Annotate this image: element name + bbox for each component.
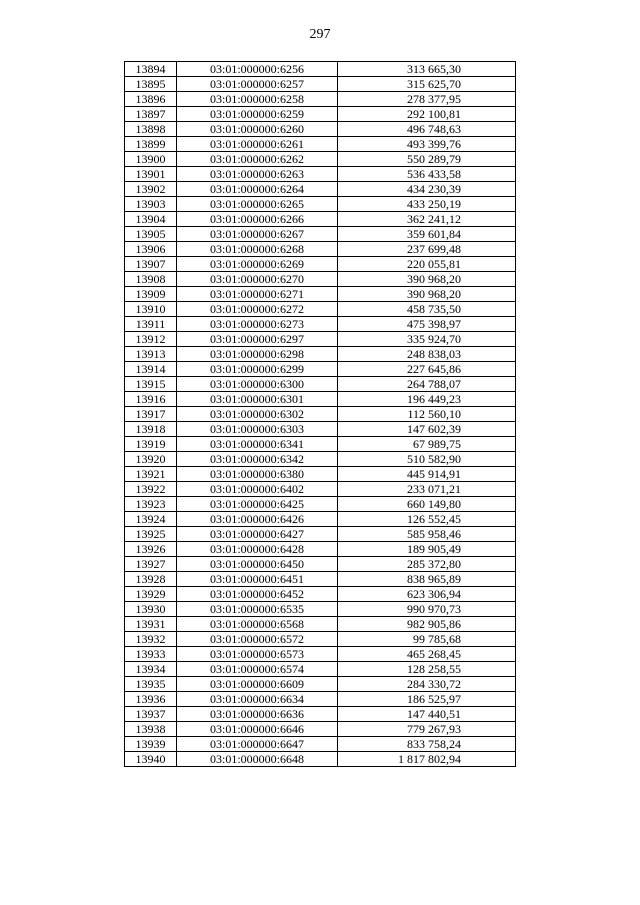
table-row [125,407,516,422]
row-number-cell: 13940 [125,752,177,767]
row-number-cell: 13914 [125,362,177,377]
cadastral-value-cell: 390 968,20 [338,287,516,302]
cadastral-value-cell: 496 748,63 [338,122,516,137]
cadastral-value-cell: 1 817 802,94 [338,752,516,767]
row-number-cell: 13922 [125,482,177,497]
table-row [125,317,516,332]
cadastral-value-cell: 248 838,03 [338,347,516,362]
cadastral-number-cell: 03:01:000000:6298 [177,347,338,362]
cadastral-value-cell: 112 560,10 [338,407,516,422]
table-row [125,212,516,227]
row-number-cell: 13933 [125,647,177,662]
table-body [125,62,516,767]
row-number-cell: 13926 [125,542,177,557]
table-row [125,242,516,257]
cadastral-number-cell: 03:01:000000:6266 [177,212,338,227]
cadastral-number-cell: 03:01:000000:6648 [177,752,338,767]
page-number: 297 [309,27,331,42]
table-row [125,677,516,692]
cadastral-number-cell: 03:01:000000:6568 [177,617,338,632]
cadastral-number-cell: 03:01:000000:6262 [177,152,338,167]
row-number-cell: 13929 [125,587,177,602]
cadastral-value-cell: 67 989,75 [338,437,516,452]
cadastral-number-cell: 03:01:000000:6452 [177,587,338,602]
cadastral-value-cell: 126 552,45 [338,512,516,527]
cadastral-value-cell: 315 625,70 [338,77,516,92]
table-row [125,467,516,482]
cadastral-value-cell: 833 758,24 [338,737,516,752]
table-row [125,197,516,212]
cadastral-number-cell: 03:01:000000:6402 [177,482,338,497]
row-number-cell: 13919 [125,437,177,452]
table-row [125,512,516,527]
table-row [125,422,516,437]
table-row [125,257,516,272]
row-number-cell: 13928 [125,572,177,587]
table-row [125,722,516,737]
row-number-cell: 13904 [125,212,177,227]
cadastral-number-cell: 03:01:000000:6257 [177,77,338,92]
table-row [125,287,516,302]
cadastral-value-cell: 585 958,46 [338,527,516,542]
table-row [125,707,516,722]
cadastral-number-cell: 03:01:000000:6574 [177,662,338,677]
table-row [125,542,516,557]
table-row [125,572,516,587]
cadastral-number-cell: 03:01:000000:6273 [177,317,338,332]
cadastral-value-cell: 458 735,50 [338,302,516,317]
cadastral-number-cell: 03:01:000000:6573 [177,647,338,662]
row-number-cell: 13912 [125,332,177,347]
row-number-cell: 13916 [125,392,177,407]
row-number-cell: 13900 [125,152,177,167]
table-row [125,482,516,497]
table-row [125,617,516,632]
cadastral-value-cell: 335 924,70 [338,332,516,347]
table-row [125,77,516,92]
table-row [125,92,516,107]
row-number-cell: 13902 [125,182,177,197]
row-number-cell: 13920 [125,452,177,467]
row-number-cell: 13894 [125,62,177,77]
cadastral-value-cell: 220 055,81 [338,257,516,272]
table-row [125,122,516,137]
cadastral-number-cell: 03:01:000000:6634 [177,692,338,707]
cadastral-value-cell: 233 071,21 [338,482,516,497]
row-number-cell: 13934 [125,662,177,677]
cadastral-number-cell: 03:01:000000:6261 [177,137,338,152]
row-number-cell: 13898 [125,122,177,137]
table-row [125,527,516,542]
cadastral-value-table [124,61,516,767]
cadastral-number-cell: 03:01:000000:6259 [177,107,338,122]
table-row [125,302,516,317]
row-number-cell: 13901 [125,167,177,182]
row-number-cell: 13917 [125,407,177,422]
cadastral-number-cell: 03:01:000000:6341 [177,437,338,452]
table-row [125,752,516,767]
table-row [125,182,516,197]
cadastral-number-cell: 03:01:000000:6426 [177,512,338,527]
cadastral-number-cell: 03:01:000000:6271 [177,287,338,302]
cadastral-value-cell: 147 602,39 [338,422,516,437]
cadastral-value-cell: 390 968,20 [338,272,516,287]
row-number-cell: 13918 [125,422,177,437]
cadastral-number-cell: 03:01:000000:6303 [177,422,338,437]
cadastral-value-cell: 493 399,76 [338,137,516,152]
row-number-cell: 13911 [125,317,177,332]
cadastral-number-cell: 03:01:000000:6646 [177,722,338,737]
table-row [125,137,516,152]
table-row [125,437,516,452]
cadastral-number-cell: 03:01:000000:6263 [177,167,338,182]
row-number-cell: 13939 [125,737,177,752]
row-number-cell: 13896 [125,92,177,107]
row-number-cell: 13936 [125,692,177,707]
row-number-cell: 13932 [125,632,177,647]
table-row [125,227,516,242]
cadastral-number-cell: 03:01:000000:6297 [177,332,338,347]
table-row [125,332,516,347]
cadastral-value-cell: 313 665,30 [338,62,516,77]
table-row [125,632,516,647]
cadastral-value-cell: 550 289,79 [338,152,516,167]
cadastral-number-cell: 03:01:000000:6268 [177,242,338,257]
cadastral-value-cell: 359 601,84 [338,227,516,242]
cadastral-number-cell: 03:01:000000:6572 [177,632,338,647]
cadastral-number-cell: 03:01:000000:6300 [177,377,338,392]
table-row [125,587,516,602]
cadastral-number-cell: 03:01:000000:6427 [177,527,338,542]
cadastral-value-cell: 189 905,49 [338,542,516,557]
cadastral-number-cell: 03:01:000000:6425 [177,497,338,512]
cadastral-number-cell: 03:01:000000:6451 [177,572,338,587]
cadastral-number-cell: 03:01:000000:6270 [177,272,338,287]
cadastral-number-cell: 03:01:000000:6302 [177,407,338,422]
cadastral-value-cell: 278 377,95 [338,92,516,107]
cadastral-number-cell: 03:01:000000:6260 [177,122,338,137]
row-number-cell: 13905 [125,227,177,242]
cadastral-value-cell: 445 914,91 [338,467,516,482]
table-row [125,692,516,707]
row-number-cell: 13906 [125,242,177,257]
cadastral-number-cell: 03:01:000000:6269 [177,257,338,272]
table-row [125,377,516,392]
row-number-cell: 13910 [125,302,177,317]
cadastral-number-cell: 03:01:000000:6272 [177,302,338,317]
row-number-cell: 13938 [125,722,177,737]
cadastral-number-cell: 03:01:000000:6609 [177,677,338,692]
cadastral-number-cell: 03:01:000000:6299 [177,362,338,377]
cadastral-value-cell: 237 699,48 [338,242,516,257]
cadastral-number-cell: 03:01:000000:6636 [177,707,338,722]
table-row [125,107,516,122]
table-row [125,62,516,77]
cadastral-value-cell: 128 258,55 [338,662,516,677]
cadastral-value-cell: 982 905,86 [338,617,516,632]
cadastral-value-cell: 838 965,89 [338,572,516,587]
cadastral-value-cell: 227 645,86 [338,362,516,377]
cadastral-value-cell: 264 788,07 [338,377,516,392]
row-number-cell: 13927 [125,557,177,572]
table-row [125,272,516,287]
cadastral-value-cell: 284 330,72 [338,677,516,692]
row-number-cell: 13908 [125,272,177,287]
cadastral-value-cell: 510 582,90 [338,452,516,467]
cadastral-value-cell: 623 306,94 [338,587,516,602]
cadastral-value-cell: 147 440,51 [338,707,516,722]
cadastral-number-cell: 03:01:000000:6647 [177,737,338,752]
cadastral-value-cell: 434 230,39 [338,182,516,197]
row-number-cell: 13909 [125,287,177,302]
cadastral-value-cell: 362 241,12 [338,212,516,227]
row-number-cell: 13921 [125,467,177,482]
cadastral-number-cell: 03:01:000000:6265 [177,197,338,212]
row-number-cell: 13925 [125,527,177,542]
row-number-cell: 13931 [125,617,177,632]
row-number-cell: 13895 [125,77,177,92]
row-number-cell: 13924 [125,512,177,527]
table-row [125,452,516,467]
cadastral-number-cell: 03:01:000000:6258 [177,92,338,107]
cadastral-value-cell: 465 268,45 [338,647,516,662]
cadastral-value-cell: 536 433,58 [338,167,516,182]
row-number-cell: 13903 [125,197,177,212]
cadastral-value-cell: 990 970,73 [338,602,516,617]
cadastral-number-cell: 03:01:000000:6264 [177,182,338,197]
table-row [125,647,516,662]
row-number-cell: 13935 [125,677,177,692]
row-number-cell: 13923 [125,497,177,512]
row-number-cell: 13915 [125,377,177,392]
cadastral-value-cell: 660 149,80 [338,497,516,512]
table-row [125,662,516,677]
cadastral-value-cell: 292 100,81 [338,107,516,122]
cadastral-number-cell: 03:01:000000:6301 [177,392,338,407]
table-row [125,362,516,377]
cadastral-number-cell: 03:01:000000:6267 [177,227,338,242]
table-row [125,167,516,182]
table-row [125,602,516,617]
cadastral-number-cell: 03:01:000000:6380 [177,467,338,482]
row-number-cell: 13897 [125,107,177,122]
row-number-cell: 13899 [125,137,177,152]
cadastral-number-cell: 03:01:000000:6256 [177,62,338,77]
table-row [125,737,516,752]
cadastral-value-cell: 779 267,93 [338,722,516,737]
table-row [125,557,516,572]
table-row [125,497,516,512]
table-row [125,392,516,407]
cadastral-value-cell: 285 372,80 [338,557,516,572]
row-number-cell: 13907 [125,257,177,272]
cadastral-value-cell: 186 525,97 [338,692,516,707]
row-number-cell: 13937 [125,707,177,722]
row-number-cell: 13913 [125,347,177,362]
cadastral-number-cell: 03:01:000000:6450 [177,557,338,572]
cadastral-value-cell: 433 250,19 [338,197,516,212]
cadastral-number-cell: 03:01:000000:6535 [177,602,338,617]
cadastral-value-cell: 475 398,97 [338,317,516,332]
cadastral-number-cell: 03:01:000000:6428 [177,542,338,557]
cadastral-value-cell: 99 785,68 [338,632,516,647]
cadastral-value-cell: 196 449,23 [338,392,516,407]
cadastral-number-cell: 03:01:000000:6342 [177,452,338,467]
row-number-cell: 13930 [125,602,177,617]
table-row [125,347,516,362]
table-row [125,152,516,167]
